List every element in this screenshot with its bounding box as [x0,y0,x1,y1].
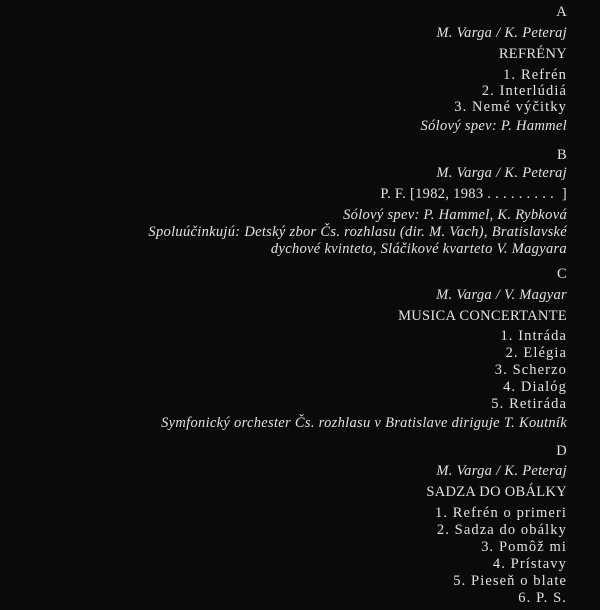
section-letter: D [556,443,567,459]
section-credit: dychové kvinteto, Sláčikové kvarteto V. Magyara [270,241,567,257]
track: 3. Pomôž mi [481,539,567,555]
track: 2. Interlúdiá [481,83,567,99]
track: 2. Sadza do obálky [436,522,567,538]
track: 6. P. S. [518,590,567,606]
track: 1. Refrén o primeri [434,505,567,521]
section-title: REFRÉNY [498,46,567,62]
section-credit: Symfonický orchester Čs. rozhlasu v Bratislave diriguje T. Koutník [161,415,567,431]
section-credit: Sólový spev: P. Hammel [420,118,567,134]
track: 4. Dialóg [503,379,567,395]
track: 2. Elégia [505,345,567,361]
section-authors: M. Varga / K. Peteraj [436,165,567,181]
section-letter: C [557,266,567,282]
section-credit: Sólový spev: P. Hammel, K. Rybková [343,207,567,223]
track: 3. Scherzo [494,362,567,378]
track: 4. Prístavy [492,556,567,572]
section-title: MUSICA CONCERTANTE [398,308,567,324]
track: 1. Refrén [503,67,567,83]
section-authors: M. Varga / K. Peteraj [436,463,567,479]
track: 3. Nemé výčitky [454,99,567,115]
track: 5. Retiráda [491,396,567,412]
section-title: SADZA DO OBÁLKY [426,484,567,500]
section-letter: A [556,4,567,20]
section-authors: M. Varga / K. Peteraj [436,25,567,41]
track: 5. Pieseň o blate [453,573,567,589]
track: 1. Intráda [500,328,567,344]
section-authors: M. Varga / V. Magyar [436,287,567,303]
section-letter: B [557,147,567,163]
section-title: P. F. [1982, 1983 . . . . . . . . . ] [380,186,567,202]
section-credit: Spoluúčinkujú: Detský zbor Čs. rozhlasu (dir. M. Vach), Bratislavské [148,224,567,240]
